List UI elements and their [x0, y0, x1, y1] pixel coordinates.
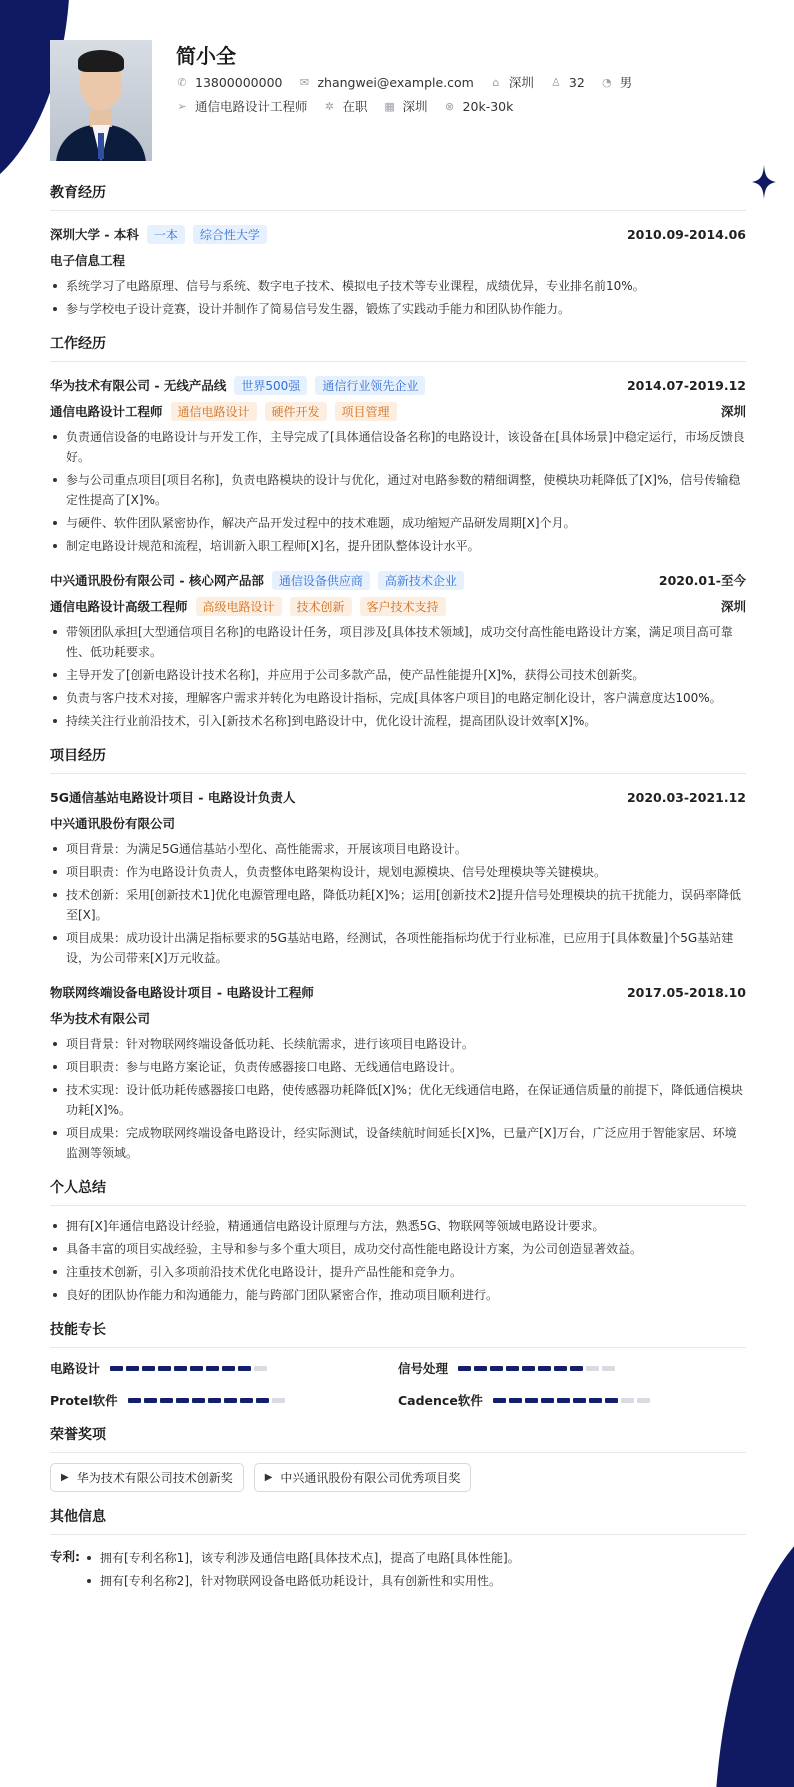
- skill-segment-filled: [190, 1366, 203, 1371]
- skill-segment-filled: [506, 1366, 519, 1371]
- project-name: 5G通信基站电路设计项目 - 电路设计负责人: [50, 790, 296, 805]
- list-item: 拥有[专利名称1]，该专利涉及通信电路[具体技术点]，提高了电路[具体性能]。: [84, 1548, 520, 1568]
- major-name: 电子信息工程: [50, 253, 126, 268]
- role-tag: 客户技术支持: [360, 597, 446, 616]
- skill-item: [398, 1358, 746, 1378]
- honors-section: [50, 1424, 746, 1492]
- projects-section: [50, 745, 746, 1163]
- award-badge: [50, 1463, 244, 1492]
- project-company: 华为技术有限公司: [50, 1011, 151, 1026]
- skill-segment-filled: [206, 1366, 219, 1371]
- gender-text: 男: [619, 75, 633, 90]
- list-item: 良好的团队协作能力和沟通能力，能与跨部门团队紧密合作，推动项目顺利进行。: [50, 1285, 746, 1305]
- skill-segment-filled: [256, 1398, 269, 1403]
- skill-segment-empty: [602, 1366, 615, 1371]
- project-company: 中兴通讯股份有限公司: [50, 816, 176, 831]
- job-role: 通信电路设计工程师: [50, 404, 163, 419]
- skill-segment-filled: [490, 1366, 503, 1371]
- section-title: 荣誉奖项: [50, 1424, 746, 1453]
- job-location: 深圳: [720, 599, 746, 614]
- project-name: 物联网终端设备电路设计项目 - 电路设计工程师: [50, 985, 314, 1000]
- education-section: [50, 182, 746, 319]
- status-icon: ✲: [324, 99, 335, 113]
- skill-level-bar: [110, 1366, 270, 1371]
- skill-segment-filled: [238, 1366, 251, 1371]
- skill-segment-filled: [554, 1366, 567, 1371]
- role-tag: 高级电路设计: [196, 597, 282, 616]
- skill-item: [398, 1390, 746, 1410]
- skills-section: [50, 1319, 746, 1410]
- target-city-text: 深圳: [402, 99, 428, 114]
- skill-segment-filled: [158, 1366, 171, 1371]
- company-name: 华为技术有限公司 - 无线产品线: [50, 378, 227, 393]
- section-title: 其他信息: [50, 1506, 746, 1535]
- skill-segment-empty: [621, 1398, 634, 1403]
- skill-segment-filled: [174, 1366, 187, 1371]
- company-tag: 高新技术企业: [378, 571, 464, 590]
- play-icon: ▶: [61, 1472, 69, 1483]
- list-item: 技术创新：采用[创新技术1]优化电源管理电路，降低功耗[X]%；运用[创新技术2]提升信号处理模块的抗干扰能力，误码率降低至[X]。: [50, 885, 746, 925]
- email-icon: ✉: [299, 75, 310, 89]
- list-item: 系统学习了电路原理、信号与系统、数字电子技术、模拟电子技术等专业课程，成绩优异，专业排名前10%。: [50, 276, 746, 296]
- date-range: 2020.01-至今: [658, 573, 746, 588]
- skill-segment-filled: [525, 1398, 538, 1403]
- salary-text: 20k-30k: [462, 98, 514, 114]
- list-item: 负责与客户技术对接，理解客户需求并转化为电路设计指标，完成[具体客户项目]的电路定制化设计，客户满意度达100%。: [50, 688, 746, 708]
- list-item: 具备丰富的项目实战经验，主导和参与多个重大项目，成功交付高性能电路设计方案，为公司创造显著效益。: [50, 1239, 746, 1259]
- candidate-name: 简小全: [176, 44, 236, 68]
- skill-segment-filled: [160, 1398, 173, 1403]
- skill-segment-filled: [222, 1366, 235, 1371]
- patent-label: 专利:: [50, 1549, 80, 1564]
- list-item: 注重技术创新，引入多项前沿技术优化电路设计，提升产品性能和竞争力。: [50, 1262, 746, 1282]
- job-role: 通信电路设计高级工程师: [50, 599, 188, 614]
- list-item: 制定电路设计规范和流程，培训新入职工程师[X]名，提升团队整体设计水平。: [50, 536, 746, 556]
- list-item: 参与公司重点项目[项目名称]，负责电路模块的设计与优化，通过对电路参数的精细调整，使模块功耗降低了[X]%，信号传输稳定性提高了[X]%。: [50, 470, 746, 510]
- section-title: 教育经历: [50, 182, 746, 211]
- skill-name: Protel软件: [50, 1393, 118, 1408]
- skill-segment-empty: [254, 1366, 267, 1371]
- avatar: [50, 40, 152, 161]
- list-item: 项目背景：针对物联网终端设备低功耗、长续航需求，进行该项目电路设计。: [50, 1034, 746, 1054]
- hometown-text: 深圳: [508, 75, 534, 90]
- skill-segment-filled: [589, 1398, 602, 1403]
- list-item: 技术实现：设计低功耗传感器接口电路，使传感器功耗降低[X]%；优化无线通信电路，在保证通信质量的前提下，降低通信模块功耗[X]%。: [50, 1080, 746, 1120]
- home-icon: ⌂: [492, 75, 500, 89]
- list-item: 项目成果：完成物联网终端设备电路设计，经实际测试，设备续航时间延长[X]%，已量产[X]万台，广泛应用于智能家居、环境监测等领域。: [50, 1123, 746, 1163]
- list-item: 主导开发了[创新电路设计技术名称]，并应用于公司多款产品，使产品性能提升[X]%，获得公司技术创新奖。: [50, 665, 746, 685]
- other-section: [50, 1506, 746, 1594]
- list-item: 带领团队承担[大型通信项目名称]的电路设计任务，项目涉及[具体技术领域]，成功交付高性能电路设计方案，满足项目高可靠性、低功耗要求。: [50, 622, 746, 662]
- section-title: 工作经历: [50, 333, 746, 362]
- date-range: 2020.03-2021.12: [626, 789, 746, 805]
- role-tag: 硬件开发: [265, 402, 327, 421]
- skill-segment-filled: [176, 1398, 189, 1403]
- list-item: 项目成果：成功设计出满足指标要求的5G基站电路，经测试，各项性能指标均优于行业标准，已应用于[具体数量]个5G基站建设，为公司带来[X]万元收益。: [50, 928, 746, 968]
- skill-segment-filled: [144, 1398, 157, 1403]
- age-icon: ♙: [550, 75, 561, 89]
- date-range: 2014.07-2019.12: [626, 377, 746, 393]
- skill-segment-filled: [570, 1366, 583, 1371]
- skill-segment-filled: [541, 1398, 554, 1403]
- skill-segment-filled: [458, 1366, 471, 1371]
- skill-item: [50, 1390, 398, 1410]
- play-icon: ▶: [264, 1472, 273, 1483]
- email-text: zhangwei@example.com: [317, 74, 474, 90]
- list-item: 项目背景：为满足5G通信基站小型化、高性能需求，开展该项目电路设计。: [50, 839, 746, 859]
- skill-item: [50, 1358, 398, 1378]
- school-tag: 一本: [147, 225, 185, 244]
- skill-segment-filled: [142, 1366, 155, 1371]
- send-icon: ➢: [177, 99, 187, 113]
- skill-segment-filled: [605, 1398, 618, 1403]
- section-title: 项目经历: [50, 745, 746, 774]
- list-item: 持续关注行业前沿技术，引入[新技术名称]到电路设计中，优化设计流程，提高团队设计效率[X]%。: [50, 711, 746, 731]
- skill-name: Cadence软件: [398, 1393, 483, 1408]
- award-name: 中兴通讯股份有限公司优秀项目奖: [280, 1471, 461, 1485]
- skill-segment-filled: [240, 1398, 253, 1403]
- role-tag: 技术创新: [290, 597, 352, 616]
- target-position-text: 通信电路设计工程师: [195, 99, 308, 114]
- skill-segment-empty: [586, 1366, 599, 1371]
- skill-segment-filled: [557, 1398, 570, 1403]
- skill-segment-filled: [573, 1398, 586, 1403]
- job-location: 深圳: [720, 404, 746, 419]
- skill-segment-empty: [637, 1398, 650, 1403]
- award-name: 华为技术有限公司技术创新奖: [76, 1471, 233, 1485]
- skill-segment-filled: [509, 1398, 522, 1403]
- skill-level-bar: [458, 1366, 618, 1371]
- skill-segment-filled: [224, 1398, 237, 1403]
- list-item: 与硬件、软件团队紧密协作，解决产品开发过程中的技术难题，成功缩短产品研发周期[X]个月。: [50, 513, 746, 533]
- company-name: 中兴通讯股份有限公司 - 核心网产品部: [50, 573, 264, 588]
- date-range: 2017.05-2018.10: [626, 984, 746, 1000]
- gender-icon: ◔: [601, 75, 612, 89]
- award-badge: [254, 1463, 472, 1492]
- list-item: 拥有[专利名称2]，针对物联网设备电路低功耗设计，具有创新性和实用性。: [84, 1571, 520, 1591]
- skill-segment-filled: [126, 1366, 139, 1371]
- company-tag: 世界500强: [234, 376, 307, 395]
- list-item: 项目职责：参与电路方案论证，负责传感器接口电路、无线通信电路设计。: [50, 1057, 746, 1077]
- skill-segment-filled: [522, 1366, 535, 1371]
- school-tag: 综合性大学: [193, 225, 267, 244]
- building-icon: ▦: [384, 99, 395, 113]
- skill-segment-empty: [272, 1398, 285, 1403]
- company-tag: 通信设备供应商: [272, 571, 370, 590]
- list-item: 项目职责：作为电路设计负责人，负责整体电路架构设计，规划电源模块、信号处理模块等关键模块。: [50, 862, 746, 882]
- salary-icon: ⊗: [444, 99, 455, 113]
- phone-icon: ✆: [177, 75, 187, 89]
- skill-segment-filled: [493, 1398, 506, 1403]
- list-item: 负责通信设备的电路设计与开发工作，主导完成了[具体通信设备名称]的电路设计，该设备在[具体场景]中稳定运行，市场反馈良好。: [50, 427, 746, 467]
- skill-segment-filled: [208, 1398, 221, 1403]
- section-title: 个人总结: [50, 1177, 746, 1206]
- skill-segment-filled: [110, 1366, 123, 1371]
- phone-text: 13800000000: [195, 74, 283, 90]
- role-tag: 项目管理: [335, 402, 397, 421]
- section-title: 技能专长: [50, 1319, 746, 1348]
- summary-section: [50, 1177, 746, 1305]
- age-text: 32: [568, 74, 585, 90]
- company-tag: 通信行业领先企业: [315, 376, 425, 395]
- list-item: 拥有[X]年通信电路设计经验，精通通信电路设计原理与方法，熟悉5G、物联网等领域电路设计要求。: [50, 1216, 746, 1236]
- list-item: 参与学校电子设计竞赛，设计并制作了简易信号发生器，锻炼了实践动手能力和团队协作能力。: [50, 299, 746, 319]
- skill-segment-filled: [128, 1398, 141, 1403]
- job-status-text: 在职: [342, 99, 368, 114]
- skill-level-bar: [128, 1398, 288, 1403]
- skill-level-bar: [493, 1398, 653, 1403]
- skill-segment-filled: [192, 1398, 205, 1403]
- date-range: 2010.09-2014.06: [626, 226, 746, 242]
- skill-segment-filled: [538, 1366, 551, 1371]
- role-tag: 通信电路设计: [171, 402, 257, 421]
- skill-name: 电路设计: [50, 1361, 101, 1376]
- skill-segment-filled: [474, 1366, 487, 1371]
- school-name: 深圳大学 - 本科: [50, 227, 139, 242]
- work-section: [50, 333, 746, 731]
- skill-name: 信号处理: [398, 1361, 449, 1376]
- profile-header: [50, 40, 746, 168]
